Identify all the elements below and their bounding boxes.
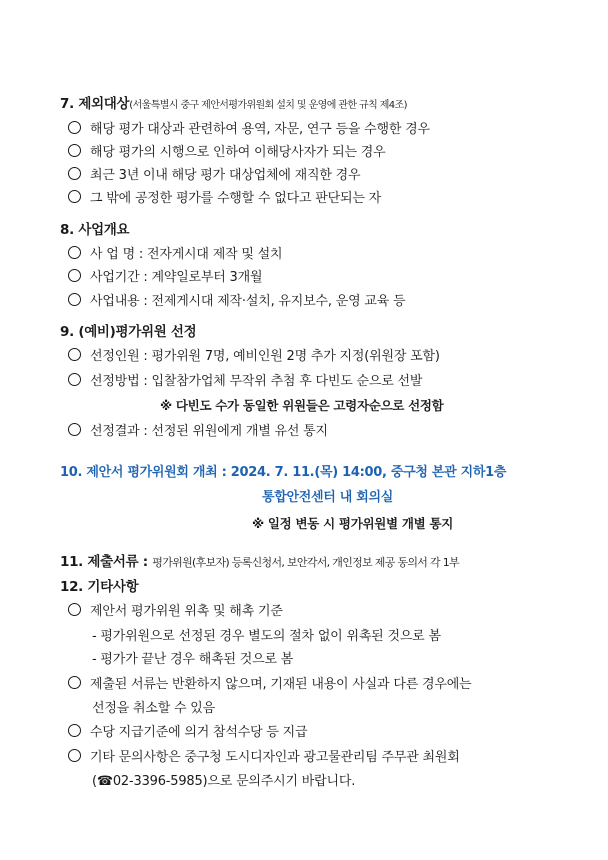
circle-bullet-icon xyxy=(68,724,81,737)
circle-bullet-icon xyxy=(68,293,81,306)
circle-bullet-icon xyxy=(68,676,81,689)
section-12-item: 기타 문의사항은 중구청 도시디자인과 광고물관리팀 주무관 최원회 xyxy=(68,746,460,765)
circle-bullet-icon xyxy=(68,348,81,361)
section-8-item: 사 업 명 : 전자게시대 제작 및 설치 xyxy=(68,243,282,262)
section-8-item: 사업기간 : 계약일로부터 3개월 xyxy=(68,266,262,285)
section-10-line2: 통합안전센터 내 회의실 xyxy=(262,490,394,505)
section-9-note: ※ 다빈도 수가 동일한 위원들은 고령자순으로 선정함 xyxy=(160,398,444,413)
section-9-title: 9. (예비)평가위원 선정 xyxy=(60,324,197,340)
circle-bullet-icon xyxy=(68,603,81,616)
section-8-item: 사업내용 : 전제게시대 제작·설치, 유지보수, 운영 교육 등 xyxy=(68,290,405,309)
section-7-title: 7. 제외대상 xyxy=(60,96,130,112)
section-11-detail: 평가위원(후보자) 등록신청서, 보안각서, 개인정보 제공 동의서 각 1부 xyxy=(152,556,459,569)
section-12-item: 제안서 평가위원 위촉 및 해촉 기준 xyxy=(68,600,283,619)
section-8-title: 8. 사업개요 xyxy=(60,222,130,238)
circle-bullet-icon xyxy=(68,121,81,134)
section-12-item: 수당 지급기준에 의거 참석수당 등 지급 xyxy=(68,721,307,740)
circle-bullet-icon xyxy=(68,423,81,436)
circle-bullet-icon xyxy=(68,373,81,386)
section-7-item: 해당 평가의 시행으로 인하여 이해당사자가 되는 경우 xyxy=(68,141,385,160)
section-11-heading xyxy=(60,550,459,570)
section-12-contact: (☎02-3396-5985)으로 문의주시기 바랍니다. xyxy=(92,774,356,789)
section-9-item: 선정방법 : 입찰참가업체 무작위 추첨 후 다빈도 순으로 선발 xyxy=(68,370,422,389)
section-7-subtitle: (서울특별시 중구 제안서평가위원회 설치 및 운영에 관한 규칙 제4조) xyxy=(129,100,407,111)
section-10-line1: 10. 제안서 평가위원회 개최 : 2024. 7. 11.(목) 14:00, 중구청 본관 지하1층 xyxy=(60,465,507,480)
section-12-dash-item: - 평가가 끝난 경우 해촉된 것으로 봄 xyxy=(92,652,294,667)
circle-bullet-icon xyxy=(68,144,81,157)
circle-bullet-icon xyxy=(68,190,81,203)
section-11-title: 11. 제출서류 : xyxy=(60,554,148,570)
circle-bullet-icon xyxy=(68,246,81,259)
circle-bullet-icon xyxy=(68,269,81,282)
section-10-note: ※ 일정 변동 시 평가위원별 개별 통지 xyxy=(252,516,454,531)
section-7-item: 그 밖에 공정한 평가를 수행할 수 없다고 판단되는 자 xyxy=(68,187,381,206)
circle-bullet-icon xyxy=(68,167,81,180)
section-7-heading xyxy=(60,92,407,112)
section-9-item: 선정인원 : 평가위원 7명, 예비인원 2명 추가 지정(위원장 포함) xyxy=(68,345,440,364)
section-12-dash-item: - 평가위원으로 선정된 경우 별도의 절차 없이 위촉된 것으로 봄 xyxy=(92,629,441,644)
section-9-item: 선정결과 : 선정된 위원에게 개별 유선 통지 xyxy=(68,420,328,439)
section-7-item: 최근 3년 이내 해당 평가 대상업체에 재직한 경우 xyxy=(68,164,360,183)
circle-bullet-icon xyxy=(68,749,81,762)
section-12-title: 12. 기타사항 xyxy=(60,579,139,595)
section-7-item: 해당 평가 대상과 관련하여 용역, 자문, 연구 등을 수행한 경우 xyxy=(68,118,430,137)
section-12-item: 제출된 서류는 반환하지 않으며, 기재된 내용이 사실과 다른 경우에는 xyxy=(68,673,471,692)
section-12-continuation: 선정을 취소할 수 있음 xyxy=(92,701,216,716)
